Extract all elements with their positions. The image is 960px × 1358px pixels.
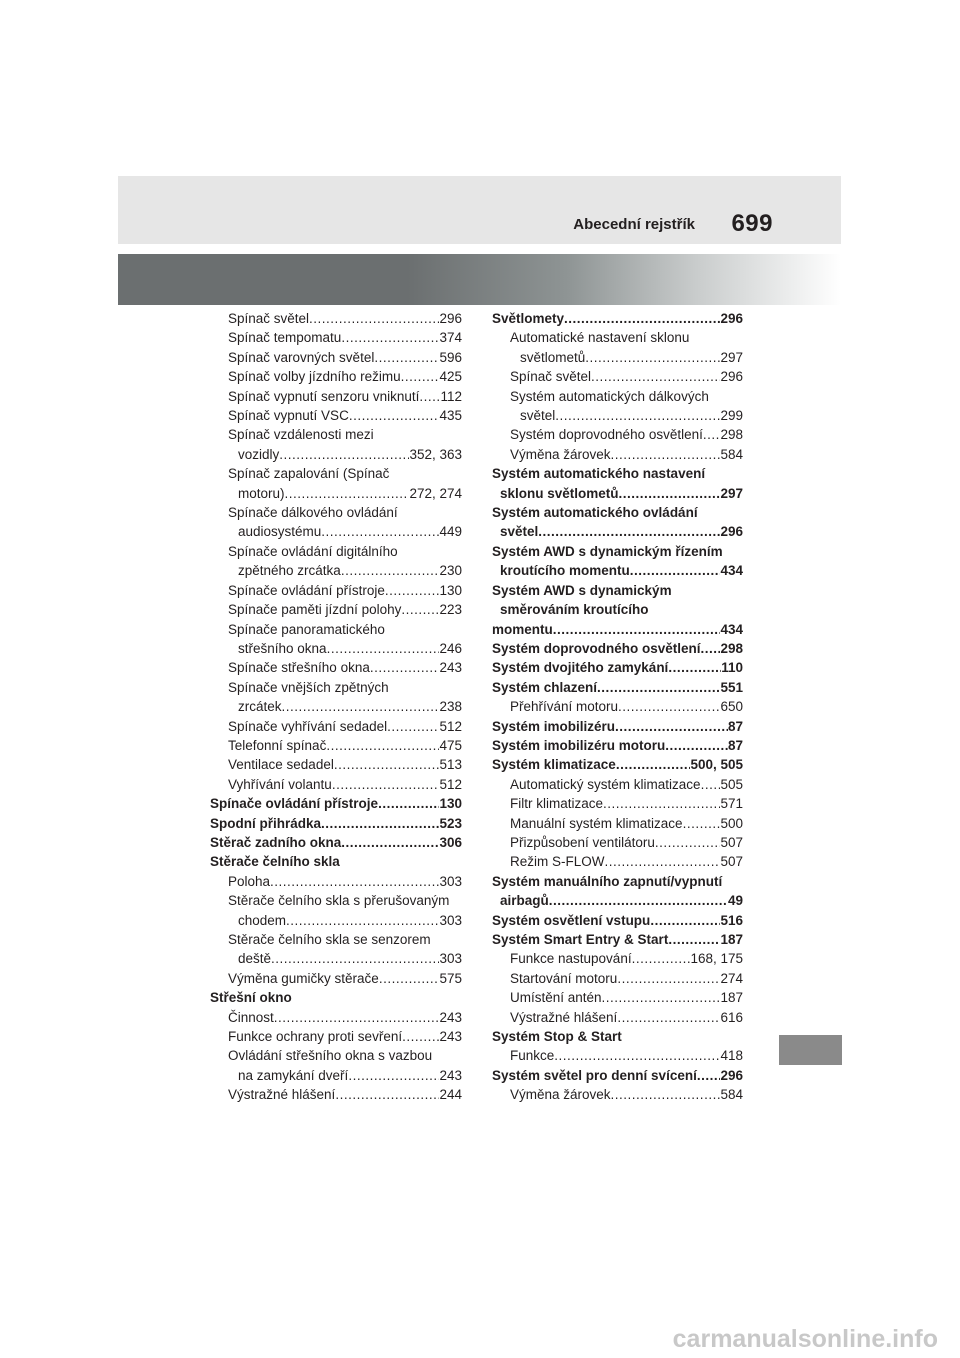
dot-leader <box>538 522 720 541</box>
dot-leader <box>349 406 440 425</box>
dot-leader <box>321 522 439 541</box>
index-entry-page: 303 <box>439 912 462 928</box>
index-entry <box>492 425 743 444</box>
dot-leader <box>549 891 728 910</box>
index-entry <box>492 969 743 988</box>
decorative-gradient-band <box>118 254 841 305</box>
index-entry <box>210 503 462 522</box>
index-entry <box>210 872 462 891</box>
index-entry-page: 298 <box>720 427 743 443</box>
index-entry-page: 507 <box>720 834 743 850</box>
index-entry-page: 523 <box>439 815 462 831</box>
dot-leader <box>370 658 440 677</box>
index-entry-term: Systém dvojitého zamykání <box>492 660 669 676</box>
index-entry-term: airbagů <box>500 893 549 909</box>
index-entry-page: 352, 363 <box>409 446 462 462</box>
dot-leader <box>321 814 439 833</box>
index-entry-page: 87 <box>727 737 743 753</box>
index-entry-term: Systém AWD s dynamickým řízením <box>492 543 723 559</box>
index-entry <box>492 911 743 930</box>
index-entry-term: Spínač volby jízdního režimu <box>228 369 401 385</box>
index-entry-page: 272, 274 <box>409 485 462 501</box>
watermark: carmanualsonline.info <box>672 1325 938 1353</box>
index-entry <box>210 425 462 444</box>
index-entry-term: Systém automatického nastavení <box>492 466 706 482</box>
index-entry-term: momentu <box>492 621 553 637</box>
index-entry-term: Systém imobilizéru <box>492 718 616 734</box>
dot-leader <box>655 833 721 852</box>
index-entry-term: Režim S-FLOW <box>510 854 605 870</box>
index-entry <box>210 328 462 347</box>
index-entry-page: 303 <box>439 873 462 889</box>
index-entry-term: Systém manuálního zapnutí/vypnutí <box>492 873 723 889</box>
index-entry <box>210 755 462 774</box>
index-entry-page: 512 <box>439 776 462 792</box>
index-entry-page: 187 <box>720 990 743 1006</box>
index-entry-page: 299 <box>720 408 743 424</box>
index-entry-page: 297 <box>720 485 743 501</box>
index-entry <box>210 406 462 425</box>
index-entry-term: světel <box>500 524 539 540</box>
dot-leader <box>619 484 721 503</box>
index-entry <box>210 697 462 716</box>
index-entry-term: Výměna žárovek <box>510 446 611 462</box>
index-entry-page: 374 <box>439 330 462 346</box>
index-entry-term: Systém klimatizace <box>492 757 616 773</box>
index-entry <box>210 911 462 930</box>
index-entry-page: 49 <box>727 893 743 909</box>
index-entry <box>210 1066 462 1085</box>
index-entry-term: Systém doprovodného osvětlení <box>510 427 703 443</box>
index-entry-term: světel <box>520 408 556 424</box>
dot-leader <box>615 717 728 736</box>
index-entry <box>492 755 743 774</box>
index-entry <box>210 988 462 1007</box>
index-entry-term: Systém Stop & Start <box>492 1029 622 1045</box>
index-entry-term: Systém chlazení <box>492 679 598 695</box>
dot-leader <box>332 775 440 794</box>
index-entry-page: 434 <box>720 621 743 637</box>
dot-leader <box>683 814 721 833</box>
dot-leader <box>697 1066 721 1085</box>
index-entry <box>210 484 462 503</box>
index-entry-term: Spínač vypnutí senzoru vniknutí <box>228 388 420 404</box>
dot-leader <box>327 639 440 658</box>
index-entry <box>492 522 743 541</box>
index-entry-term: motoru) <box>238 485 285 501</box>
index-entry <box>210 309 462 328</box>
index-entry-term: vozidly <box>238 446 280 462</box>
index-entry <box>210 930 462 949</box>
dot-leader <box>419 387 440 406</box>
index-entry-page: 584 <box>720 1087 743 1103</box>
index-entry-page: 243 <box>439 1009 462 1025</box>
index-entry <box>210 1085 462 1104</box>
index-entry-term: Systém AWD s dynamickým <box>492 582 672 598</box>
index-entry-term: Umístění antén <box>510 990 602 1006</box>
index-entry-page: 246 <box>439 640 462 656</box>
index-entry-term: Systém osvětlení vstupu <box>492 912 651 928</box>
index-entry-page: 130 <box>439 796 462 812</box>
index-entry-term: Poloha <box>228 873 271 889</box>
index-entry <box>492 852 743 871</box>
index-entry <box>210 814 462 833</box>
index-entry-term: kroutícího momentu <box>500 563 630 579</box>
dot-leader <box>348 1066 439 1085</box>
dot-leader <box>282 697 440 716</box>
index-entry-page: 274 <box>720 970 743 986</box>
index-entry-page: 449 <box>439 524 462 540</box>
index-entry-page: 244 <box>439 1087 462 1103</box>
index-entry-term: Automatický systém klimatizace <box>510 776 701 792</box>
index-entry-term: Spínače panoramatického <box>228 621 385 637</box>
dot-leader <box>618 697 720 716</box>
index-entry-page: 297 <box>720 349 743 365</box>
index-entry-term: Spínače střešního okna <box>228 660 370 676</box>
dot-leader <box>564 309 720 328</box>
index-entry-term: Systém doprovodného osvětlení <box>492 640 701 656</box>
index-entry-term: Systém automatického ovládání <box>492 505 698 521</box>
index-entry-term: Přizpůsobení ventilátoru <box>510 834 655 850</box>
dot-leader <box>334 755 440 774</box>
index-entry <box>492 328 743 347</box>
index-entry <box>492 814 743 833</box>
dot-leader <box>271 949 439 968</box>
index-entry-term: Spínače paměti jízdní polohy <box>228 602 402 618</box>
index-entry <box>210 891 462 910</box>
index-entry-term: Výměna gumičky stěrače <box>228 970 379 986</box>
index-entry <box>210 833 462 852</box>
index-entry-page: 223 <box>439 602 462 618</box>
dot-leader <box>378 794 439 813</box>
index-entry <box>492 988 743 1007</box>
index-entry-page: 238 <box>439 699 462 715</box>
chapter-side-tab <box>779 1035 842 1065</box>
index-entry <box>492 697 743 716</box>
index-entry-term: na zamykání dveří <box>238 1067 349 1083</box>
index-entry-term: Spínače ovládání digitálního <box>228 543 398 559</box>
index-entry <box>492 309 743 328</box>
index-entry <box>210 775 462 794</box>
index-entry <box>210 464 462 483</box>
index-entry-page: 298 <box>720 640 743 656</box>
dot-leader <box>650 911 720 930</box>
index-entry-term: Systém imobilizéru motoru <box>492 737 666 753</box>
dot-leader <box>401 367 440 386</box>
index-entry-term: deště <box>238 951 272 967</box>
index-entry <box>492 1046 743 1065</box>
index-entry <box>210 367 462 386</box>
index-entry <box>492 1085 743 1104</box>
dot-leader <box>335 1085 439 1104</box>
dot-leader <box>602 988 721 1007</box>
index-entry <box>492 794 743 813</box>
index-entry-page: 112 <box>440 388 462 404</box>
dot-leader <box>387 717 439 736</box>
index-entry-term: Spínače dálkového ovládání <box>228 505 398 521</box>
dot-leader <box>611 1085 721 1104</box>
index-entry-term: Spínače ovládání přístroje <box>228 582 385 598</box>
index-entry-page: 243 <box>439 1067 462 1083</box>
index-entry-page: 306 <box>439 834 462 850</box>
dot-leader <box>630 561 721 580</box>
index-entry <box>210 561 462 580</box>
index-entry <box>210 348 462 367</box>
index-entry-page: 500 <box>720 815 743 831</box>
index-entry-page: 650 <box>720 699 743 715</box>
dot-leader <box>379 969 440 988</box>
index-entry-page: 296 <box>720 524 743 540</box>
index-entry-page: 168, 175 <box>690 951 743 967</box>
dot-leader <box>341 833 439 852</box>
dot-leader <box>701 775 721 794</box>
index-entry-page: 243 <box>439 660 462 676</box>
index-entry-page: 575 <box>439 970 462 986</box>
index-entry-term: Stěrače čelního skla <box>210 854 340 870</box>
index-entry-term: směrováním kroutícího <box>500 602 649 618</box>
index-entry <box>492 1027 743 1046</box>
index-entry-term: světlometů <box>520 349 586 365</box>
index-entry <box>210 620 462 639</box>
index-entry-term: Systém Smart Entry & Start <box>492 932 669 947</box>
index-entry-term: střešního okna <box>238 640 327 656</box>
index-entry <box>492 639 743 658</box>
dot-leader <box>402 1027 439 1046</box>
dot-leader <box>632 949 691 968</box>
page-header <box>118 176 841 244</box>
index-entry <box>210 600 462 619</box>
index-entry-page: 516 <box>720 912 743 928</box>
index-entry-term: Spínač vzdálenosti mezi <box>228 427 374 443</box>
index-entry-term: Spínače ovládání přístroje <box>210 796 379 812</box>
dot-leader <box>309 309 439 328</box>
index-entry-page: 571 <box>720 796 743 812</box>
index-entry <box>210 678 462 697</box>
index-entry-page: 87 <box>727 718 743 734</box>
dot-leader <box>616 755 691 774</box>
index-entry-term: Stěrač zadního okna <box>210 834 342 850</box>
index-entry-page: 425 <box>439 369 462 385</box>
index-entry-term: Manuální systém klimatizace <box>510 815 683 831</box>
index-entry-term: Spodní přihrádka <box>210 815 322 831</box>
index-entry <box>492 581 743 600</box>
index-entry <box>210 639 462 658</box>
dot-leader <box>326 736 439 755</box>
index-entry <box>210 1027 462 1046</box>
index-entry-page: 513 <box>439 757 462 773</box>
dot-leader <box>597 678 720 697</box>
index-entry <box>492 833 743 852</box>
section-title: Abecední rejstřík <box>573 216 695 233</box>
index-entry <box>492 387 743 406</box>
index-entry-term: Spínač světel <box>228 311 310 326</box>
index-entry-page: 512 <box>439 718 462 734</box>
index-entry <box>492 367 743 386</box>
index-column-right <box>492 309 743 1105</box>
index-entry-term: Telefonní spínač <box>228 737 327 753</box>
dot-leader <box>668 658 721 677</box>
index-entry <box>210 717 462 736</box>
index-entry-term: Výstražné hlášení <box>228 1087 336 1103</box>
index-entry-term: Spínač tempomatu <box>228 330 342 346</box>
index-entry <box>210 794 462 813</box>
index-entry-term: Funkce nastupování <box>510 951 632 967</box>
index-entry-term: Spínače vnějších zpětných <box>228 679 389 695</box>
dot-leader <box>553 620 721 639</box>
dot-leader <box>270 872 439 891</box>
index-entry-page: 296 <box>720 311 743 326</box>
index-entry-page: 584 <box>720 446 743 462</box>
index-entry-term: Světlomety <box>492 311 565 326</box>
dot-leader <box>668 930 720 949</box>
index-entry-term: Výměna žárovek <box>510 1087 611 1103</box>
index-entry <box>492 872 743 891</box>
dot-leader <box>603 794 720 813</box>
index-entry-page: 616 <box>720 1009 743 1025</box>
dot-leader <box>285 484 410 503</box>
index-entry-term: Výstražné hlášení <box>510 1009 618 1025</box>
index-entry <box>492 348 743 367</box>
index-entry <box>210 1046 462 1065</box>
index-entry <box>210 581 462 600</box>
index-entry-term: zrcátek <box>238 699 282 715</box>
dot-leader <box>611 445 721 464</box>
index-entry-page: 296 <box>439 311 462 326</box>
index-column-left <box>210 309 462 1105</box>
index-entry <box>492 1066 743 1085</box>
dot-leader <box>617 969 720 988</box>
index-entry-term: Spínač vypnutí VSC <box>228 408 349 424</box>
index-entry-page: 303 <box>439 951 462 967</box>
index-entry <box>492 542 743 561</box>
index-entry-page: 230 <box>439 563 462 579</box>
index-entry-term: Funkce <box>510 1048 555 1064</box>
index-entry <box>210 852 462 871</box>
index-entry <box>210 542 462 561</box>
index-entry-term: audiosystému <box>238 524 322 540</box>
index-entry <box>492 658 743 677</box>
index-entry-term: Přehřívání motoru <box>510 699 619 715</box>
index-entry <box>210 387 462 406</box>
index-entry-page: 418 <box>720 1048 743 1064</box>
index-entry-term: sklonu světlometů <box>500 485 619 501</box>
index-entry-term: Spínač světel <box>510 369 592 385</box>
index-entry <box>492 445 743 464</box>
dot-leader <box>286 911 439 930</box>
index-entry-page: 296 <box>720 1067 743 1083</box>
index-entry <box>492 736 743 755</box>
index-entry <box>210 969 462 988</box>
index-entry-page: 296 <box>720 369 743 385</box>
index-entry <box>492 561 743 580</box>
index-entry-term: Spínač varovných světel <box>228 349 375 365</box>
index-entry-term: Filtr klimatizace <box>510 796 604 812</box>
dot-leader <box>385 581 440 600</box>
dot-leader <box>605 852 721 871</box>
dot-leader <box>279 445 409 464</box>
index-entry-page: 434 <box>720 563 743 579</box>
index-entry-term: Ventilace sedadel <box>228 757 334 773</box>
dot-leader <box>703 425 721 444</box>
index-entry-page: 551 <box>720 679 743 695</box>
dot-leader <box>591 367 720 386</box>
dot-leader <box>585 348 720 367</box>
index-entry-term: Spínač zapalování (Spínač <box>228 466 390 482</box>
index-entry <box>492 1008 743 1027</box>
index-entry-page: 500, 505 <box>690 757 743 773</box>
dot-leader <box>555 406 720 425</box>
index-entry-term: Spínače vyhřívání sedadel <box>228 718 388 734</box>
index-entry-term: Automatické nastavení sklonu <box>510 330 690 346</box>
index-entry-page: 596 <box>439 349 462 365</box>
index-entry-page: 243 <box>439 1029 462 1045</box>
index-entry-term: Stěrače čelního skla s přerušovaným <box>228 893 450 909</box>
dot-leader <box>665 736 728 755</box>
index-entry <box>492 600 743 619</box>
index-entry <box>492 678 743 697</box>
dot-leader <box>341 328 439 347</box>
index-entry-term: chodem <box>238 912 287 928</box>
index-entry-term: Systém světel pro denní svícení <box>492 1067 697 1083</box>
index-entry-page: 505 <box>720 776 743 792</box>
index-entry-page: 187 <box>720 932 743 947</box>
index-entry-term: Vyhřívání volantu <box>228 776 332 792</box>
index-entry <box>492 406 743 425</box>
index-entry <box>492 775 743 794</box>
index-entry-page: 110 <box>721 660 743 676</box>
index-entry <box>210 949 462 968</box>
dot-leader <box>617 1008 720 1027</box>
index-entry <box>492 503 743 522</box>
index-entry <box>210 1008 462 1027</box>
index-entry-term: Stěrače čelního skla se senzorem <box>228 932 431 947</box>
index-entry-page: 130 <box>439 582 462 598</box>
index-entry <box>492 620 743 639</box>
index-entry-page: 475 <box>439 737 462 753</box>
index-entry-term: Střešní okno <box>210 990 292 1006</box>
index-entry <box>492 717 743 736</box>
index-entry <box>210 445 462 464</box>
dot-leader <box>554 1046 720 1065</box>
index-entry <box>492 464 743 483</box>
index-entry-term: zpětného zrcátka <box>238 563 341 579</box>
dot-leader <box>341 561 440 580</box>
index-entry <box>492 891 743 910</box>
page-number: 699 <box>731 210 773 237</box>
index-entry <box>210 736 462 755</box>
index-entry <box>492 930 743 949</box>
dot-leader <box>701 639 721 658</box>
dot-leader <box>374 348 439 367</box>
index-entry-term: Činnost <box>228 1009 274 1025</box>
index-entry-term: Systém automatických dálkových <box>510 388 709 404</box>
index-entry-page: 507 <box>720 854 743 870</box>
dot-leader <box>401 600 439 619</box>
index-entry <box>492 949 743 968</box>
index-entry <box>492 484 743 503</box>
index-entry-page: 435 <box>439 408 462 424</box>
index-entry-term: Funkce ochrany proti sevření <box>228 1029 403 1045</box>
index-entry-term: Startování motoru <box>510 970 618 986</box>
index-entry <box>210 658 462 677</box>
dot-leader <box>274 1008 440 1027</box>
index-entry-term: Ovládání střešního okna s vazbou <box>228 1048 433 1064</box>
index-entry <box>210 522 462 541</box>
